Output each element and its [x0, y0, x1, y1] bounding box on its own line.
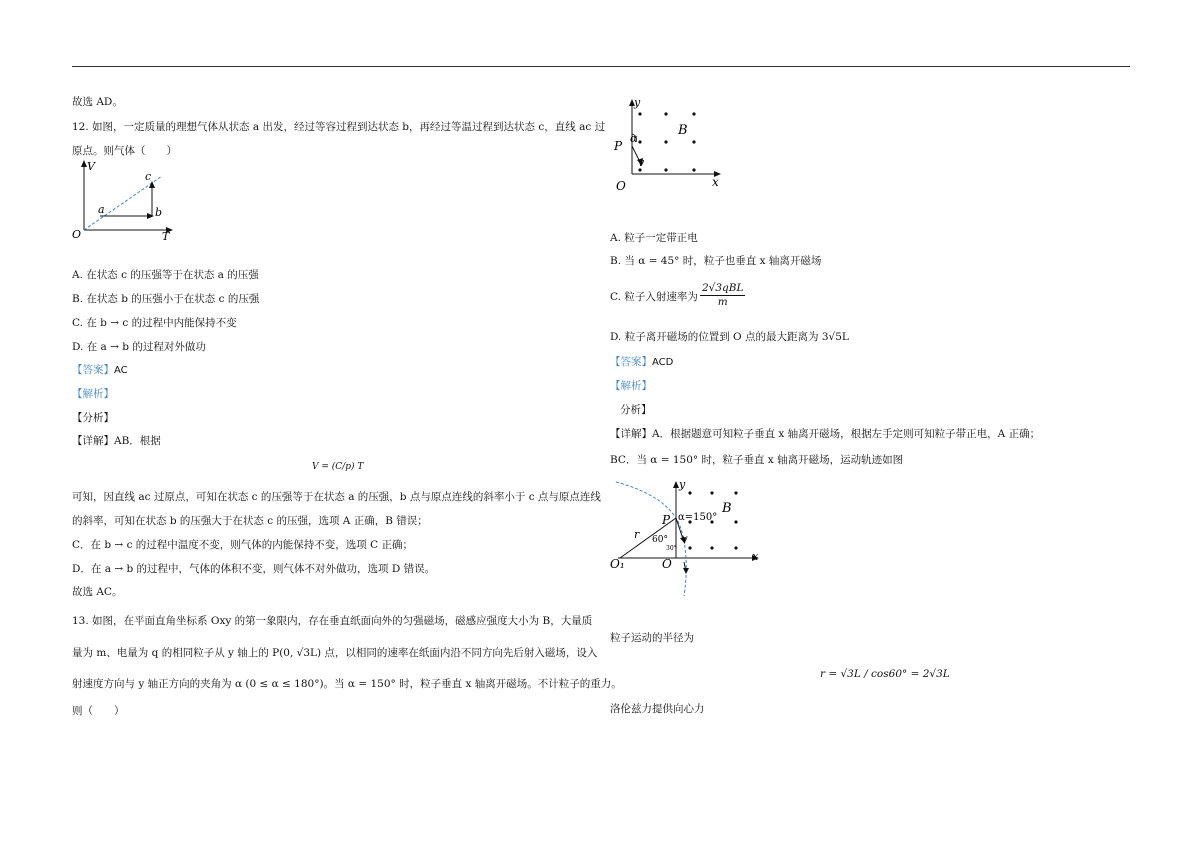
answer-tag: 【答案】	[610, 356, 652, 368]
radius-text: 粒子运动的半径为	[610, 632, 694, 644]
header-rule	[72, 66, 1130, 67]
fig1-label-v: V	[87, 160, 95, 173]
q13-detail-bc: BC．当 α = 150° 时，粒子垂直 x 轴离开磁场，运动轨迹如图	[610, 454, 904, 466]
fig1-label-b: b	[155, 206, 163, 219]
q12-fenxi: 【分析】	[72, 412, 114, 424]
q13-option-c: C. 粒子入射速率为	[610, 291, 698, 303]
q13-detail-a: 【详解】A．根据题意可知粒子垂直 x 轴离开磁场，根据左手定则可知粒子带正电，A 正确；	[610, 428, 1041, 440]
fig2-label-o: O	[616, 179, 626, 193]
q12-explain-line2: 的斜率，可知在状态 b 的压强大于在状态 c 的压强，选项 A 正确，B 错误；	[72, 515, 428, 527]
radius-formula: r = √3L / cos60° = 2√3L	[820, 668, 950, 680]
fraction-denominator: m	[717, 296, 728, 308]
q12-option-a: A. 在状态 c 的压强等于在状态 a 的压强	[72, 269, 259, 281]
q12-option-b: B. 在状态 b 的压强小于在状态 c 的压强	[72, 293, 260, 305]
q12-analysis-tag: 【解析】	[72, 388, 114, 400]
lorentz-text: 洛伦兹力提供向心力	[610, 703, 705, 715]
q12-line1: 12. 如图，一定质量的理想气体从状态 a 出发，经过等容过程到达状态 b，再经过等温过程到达状态 c，直线 ac 过	[72, 121, 606, 133]
q13-option-c-fraction	[700, 282, 745, 309]
left-line-choose-ad: 故选 AD。	[72, 96, 123, 108]
q12-explain-c: C．在 b → c 的过程中温度不变，则气体的内能保持不变，选项 C 正确；	[72, 539, 413, 551]
fig3-label-30: 30°	[666, 545, 677, 552]
fig2-label-y: y	[634, 96, 641, 109]
q12-line2: 原点。则气体（ ）	[72, 145, 177, 157]
q12-answer	[72, 363, 128, 378]
q13-line3: 射速度方向与 y 轴正方向的夹角为 α (0 ≤ α ≤ 180°)。当 α = 150° 时，粒子垂直 x 轴离开磁场。不计粒子的重力。	[72, 678, 622, 690]
fig1-label-t: T	[162, 230, 170, 240]
q13-line1: 13. 如图，在平面直角坐标系 Oxy 的第一象限内，存在垂直纸面向外的匀强磁场，磁感应强度大小为 B，大量质	[72, 615, 593, 627]
q12-explain-line1: 可知，因直线 ac 过原点，可知在状态 c 的压强等于在状态 a 的压强，b 点与原点连线的斜率小于 c 点与原点连线	[72, 491, 601, 503]
fig2-label-p: P	[614, 139, 623, 153]
fraction-numerator: 2√3qBL	[702, 282, 744, 294]
answer-tag: 【答案】	[72, 364, 114, 376]
fig3-label-p: P	[662, 513, 671, 527]
q12-option-d: D. 在 a → b 的过程对外做功	[72, 341, 206, 353]
fig1-label-a: a	[98, 203, 105, 216]
trajectory-diagram	[608, 476, 768, 600]
fig3-label-o: O	[662, 557, 672, 571]
fig1-label-o: O	[72, 228, 82, 240]
fig3-label-b: B	[722, 501, 732, 516]
fig2-label-b: B	[678, 123, 688, 138]
fig3-label-r: r	[634, 528, 640, 541]
q13-analysis-tag: 【解析】	[610, 380, 652, 392]
q12-choose: 故选 AC。	[72, 586, 123, 598]
q13-line4: 则（ ）	[72, 705, 125, 717]
fig3-label-angle: 60°	[652, 535, 668, 545]
fig3-label-alpha: α=150°	[678, 512, 718, 523]
answer-value: ACD	[652, 357, 674, 368]
q12-detail: 【详解】AB．根据	[72, 435, 161, 447]
fig1-label-c: c	[145, 170, 152, 183]
fig3-label-o1: O₁	[610, 557, 625, 571]
fig3-label-y: y	[679, 478, 686, 491]
q13-option-d: D. 粒子离开磁场的位置到 O 点的最大距离为 3√5L	[610, 331, 849, 343]
q13-answer	[610, 355, 673, 370]
q13-option-a: A. 粒子一定带正电	[610, 232, 698, 244]
q12-formula: V = (C/p) T	[312, 462, 364, 472]
fig3-label-v: v	[682, 534, 688, 545]
q13-fenxi: 分析】	[620, 404, 652, 416]
fig2-label-alpha: α	[630, 132, 638, 145]
q13-option-b: B. 当 α = 45° 时，粒子也垂直 x 轴离开磁场	[610, 255, 822, 267]
answer-value: AC	[114, 365, 128, 376]
q12-option-c: C. 在 b → c 的过程中内能保持不变	[72, 317, 237, 329]
fig2-label-v: v	[638, 156, 645, 169]
vt-diagram	[70, 158, 185, 240]
q13-line2: 量为 m、电量为 q 的相同粒子从 y 轴上的 P(0, √3L) 点，以相同的速率在纸面内沿不同方向先后射入磁场，设入	[72, 647, 598, 659]
fig3-label-x: x	[752, 550, 759, 563]
q12-explain-d: D．在 a → b 的过程中，气体的体积不变，则气体不对外做功，选项 D 错误。	[72, 563, 436, 575]
fig2-label-x: x	[712, 175, 719, 189]
magnetic-field-diagram	[608, 94, 738, 194]
